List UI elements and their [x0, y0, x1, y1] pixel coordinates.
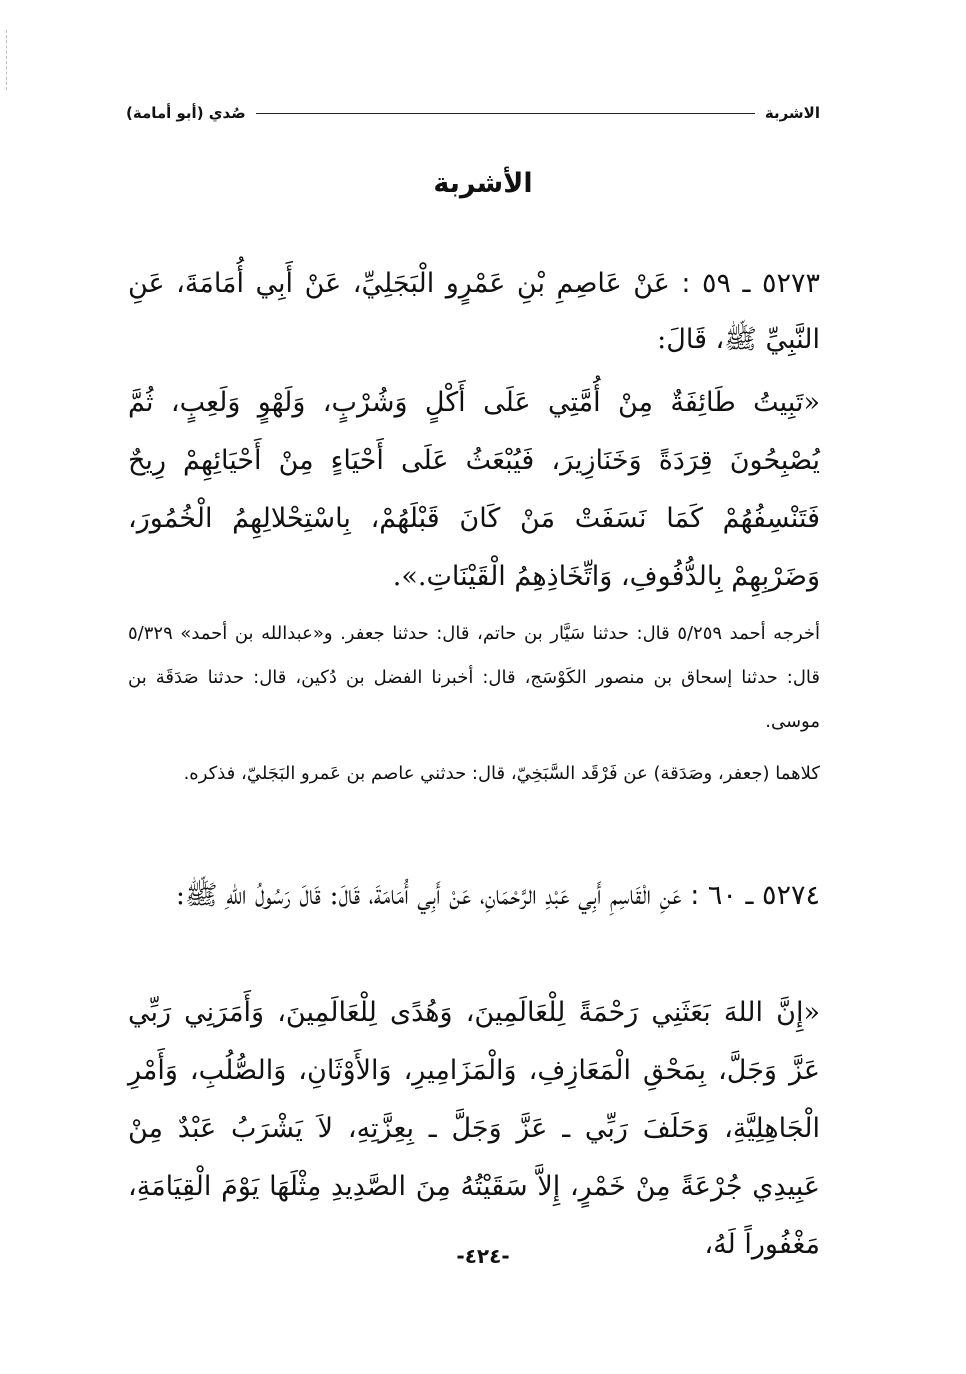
margin-rule	[6, 30, 7, 90]
hadith-5273-takhrij: أخرجه أحمد ٥/٢٥٩ قال: حدثنا سَيَّار بن حاتم، قال: حدثنا جعفر. و«عبدالله بن أحمد» ٥/٣٢٩ قال: حدثنا إسحاق بن منصور الكَوْسَج، قال: أخبرنا الفضل بن دُكين، قال: حدثنا صَدَقَة بن موسى.	[128, 623, 820, 732]
hadith-number: ٥٢٧٤ ـ ٦٠ :	[690, 880, 820, 911]
hadith-5274-chain	[128, 868, 820, 924]
hadith-5273-text: «تَبِيتُ طَائِفَةٌ مِنْ أُمَّتِي عَلَى أَكْلٍ وَشُرْبٍ، وَلَهْوٍ وَلَعِبٍ، ثُمَّ يُصْبِحُونَ قِرَدَةً وَخَنَازِيرَ، فَيُبْعَثُ عَلَى أَحْيَاءٍ مِنْ أَحْيَائِهِمْ رِيحٌ فَتَنْسِفُهُمْ كَمَا نَسَفَتْ مَنْ كَانَ قَبْلَهُمْ، بِاسْتِحْلالِهِمُ الْخُمُورَ، وَضَرْبِهِمْ بِالدُّفُوفِ، وَاتِّخَاذِهِمُ الْقَيْنَاتِ.».	[128, 387, 820, 592]
hadith-5274-text: «إِنَّ اللهَ بَعَثَنِي رَحْمَةً لِلْعَالَمِينَ، وَهُدًى لِلْعَالَمِينَ، وَأَمَرَنِي رَبِّي عَزَّ وَجَلَّ، بِمَحْقِ الْمَعَازِفِ، وَالْمَزَامِيرِ، وَالأَوْثَانِ، وَالصُّلُبِ، وَأَمْرِ الْجَاهِلِيَّةِ، وَحَلَفَ رَبِّي ـ عَزَّ وَجَلَّ ـ بِعِزَّتِهِ، لاَ يَشْرَبُ عَبْدٌ مِنْ عَبِيدِي جُرْعَةً مِنْ خَمْرٍ، إِلاَّ سَقَيْتُهُ مِنَ الصَّدِيدِ مِثْلَهَا يَوْمَ الْقِيَامَةِ، مَغْفُوراً لَهُ،	[128, 997, 820, 1260]
page-number: -٤٢٤-	[456, 1244, 510, 1268]
running-header	[126, 98, 820, 128]
hadith-5273-takhrij-summary: كلاهما (جعفر، وصَدَقة) عن فَرْقَد السَّبَخِيّ، قال: حدثني عاصم بن عَمرو البَجَليّ، فذكره.	[183, 763, 820, 784]
hadith-isnad: عَنْ عَاصِمِ بْنِ عَمْرٍو الْبَجَلِيِّ، عَنْ أَبِي أُمَامَةَ، عَنِ النَّبِيِّ ﷺ، قَالَ:	[128, 268, 820, 355]
header-chapter-title: الاشربة	[764, 104, 820, 122]
header-narrator-name: صُدي (أبو أمامة)	[126, 104, 246, 122]
hadith-number: ٥٢٧٣ ـ ٥٩ :	[681, 268, 820, 299]
header-rule	[256, 113, 755, 114]
hadith-isnad: عَنِ الْقَاسِمِ أَبِي عَبْدِ الرَّحْمَانِ، عَنْ أَبِي أُمَامَةَ، قَالَ: قَالَ رَسُولُ اللهِ ﷺ:	[175, 880, 682, 911]
section-title: الأشربة	[433, 168, 533, 199]
hadith-5273-chain	[128, 256, 820, 368]
